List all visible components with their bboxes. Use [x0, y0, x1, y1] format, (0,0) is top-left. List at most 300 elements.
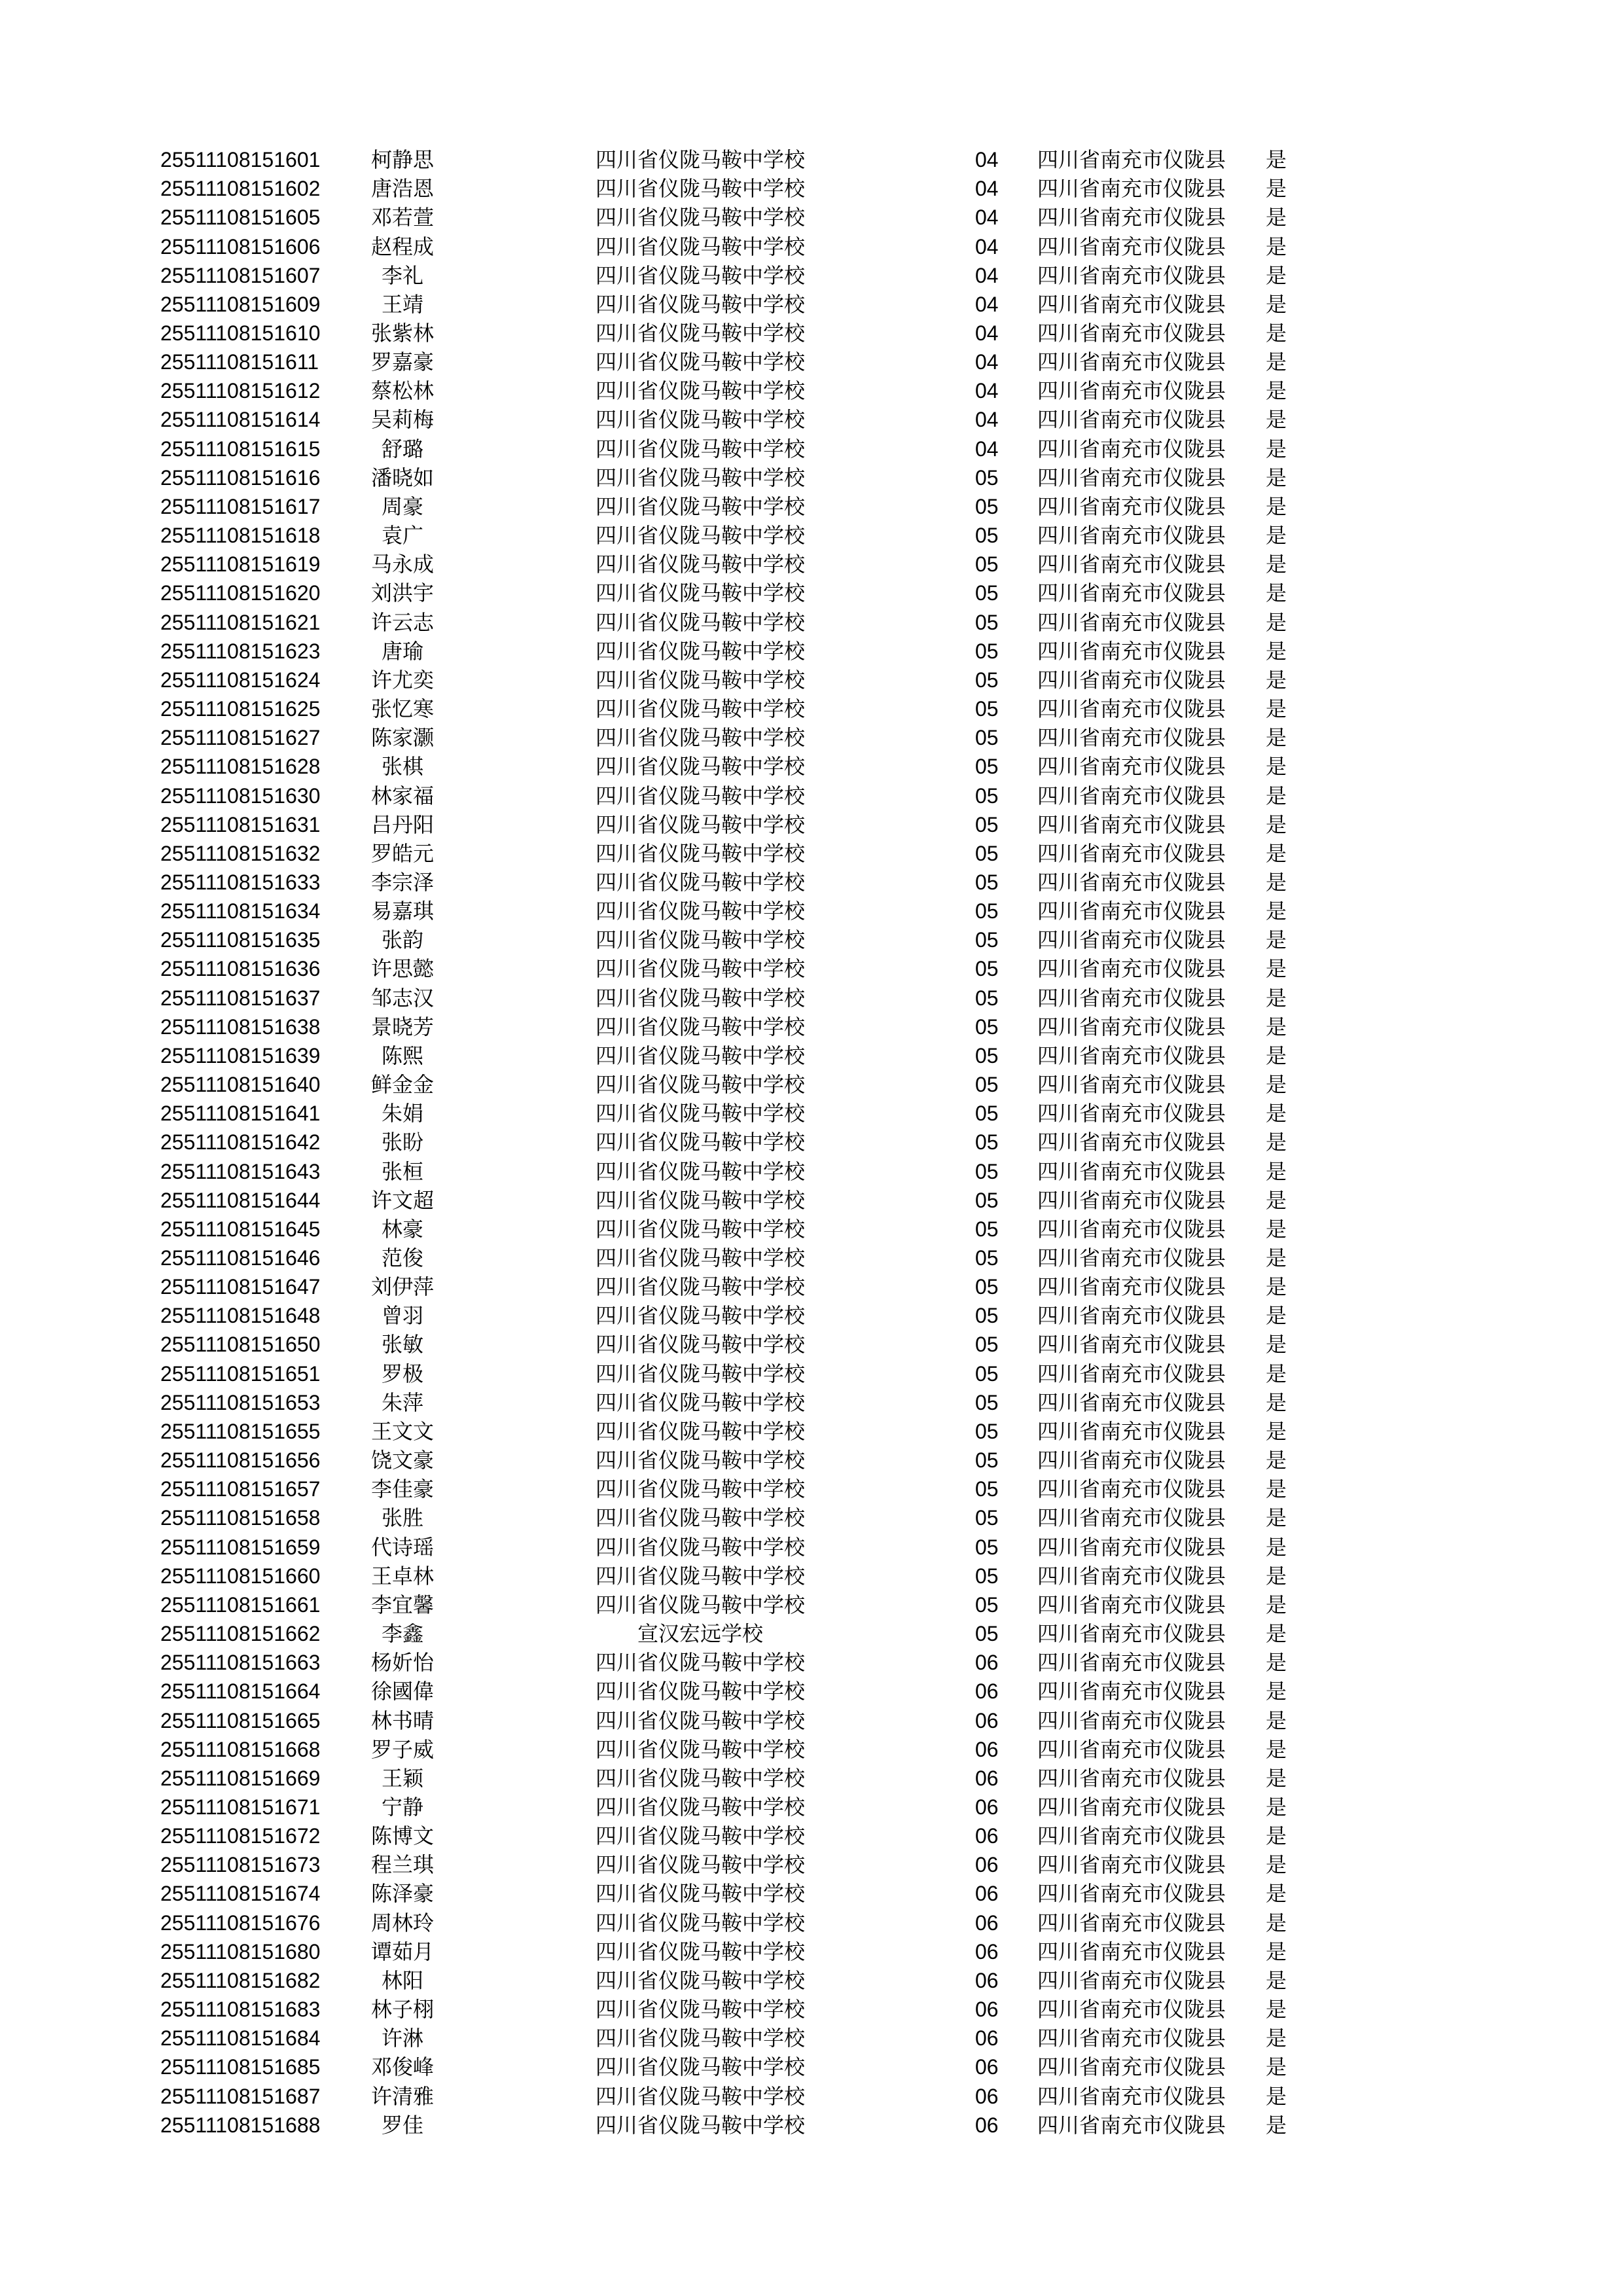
school-cell: 四川省仪陇马鞍中学校	[595, 523, 805, 548]
student-name-cell: 邹志汉	[370, 985, 434, 1011]
class-cell: 05	[975, 552, 999, 577]
flag-cell: 是	[1265, 783, 1287, 808]
school-cell: 四川省仪陇马鞍中学校	[595, 1246, 805, 1271]
table-row	[160, 1619, 1306, 1648]
class-cell: 04	[975, 263, 999, 287]
class-cell: 06	[975, 2055, 999, 2079]
class-cell: 04	[975, 379, 999, 403]
table-row	[160, 1041, 1306, 1070]
region-cell: 四川省南充市仪陇县	[1037, 1332, 1226, 1357]
spacer-cell	[838, 1215, 975, 1244]
school-cell: 四川省仪陇马鞍中学校	[595, 1939, 805, 1964]
flag-cell: 是	[1265, 1794, 1287, 1820]
table-row	[160, 1070, 1306, 1099]
spacer-cell	[448, 810, 563, 839]
region-cell: 四川省南充市仪陇县	[1037, 2054, 1226, 2080]
flag-cell: 是	[1265, 262, 1287, 288]
class-cell: 05	[975, 1246, 999, 1270]
school-cell: 四川省仪陇马鞍中学校	[595, 696, 805, 722]
table-row	[160, 261, 1306, 290]
flag-cell: 是	[1265, 1187, 1287, 1213]
school-cell: 四川省仪陇马鞍中学校	[595, 1765, 805, 1791]
school-cell: 四川省仪陇马鞍中学校	[595, 1736, 805, 1762]
student-name-cell: 刘洪宇	[370, 581, 434, 606]
region-cell: 四川省南充市仪陇县	[1037, 812, 1226, 837]
table-row	[160, 174, 1306, 203]
spacer-cell	[838, 608, 975, 637]
table-row	[160, 1359, 1306, 1388]
flag-cell: 是	[1265, 1101, 1287, 1126]
flag-cell: 是	[1265, 147, 1287, 173]
student-id-cell: 25511108151671	[160, 1795, 321, 1819]
flag-cell: 是	[1265, 1448, 1287, 1473]
flag-cell: 是	[1265, 1621, 1287, 1647]
student-name-cell: 曾羽	[381, 1303, 423, 1329]
region-cell: 四川省南充市仪陇县	[1037, 321, 1226, 346]
school-cell: 四川省仪陇马鞍中学校	[595, 2083, 805, 2109]
spacer-cell	[838, 1850, 975, 1879]
spacer-cell	[838, 2081, 975, 2110]
student-id-cell: 25511108151605	[160, 206, 321, 230]
spacer-cell	[448, 1330, 563, 1359]
spacer-cell	[448, 1215, 563, 1244]
spacer-cell	[448, 925, 563, 954]
table-row	[160, 550, 1306, 579]
school-cell: 四川省仪陇马鞍中学校	[595, 2026, 805, 2051]
school-cell: 四川省仪陇马鞍中学校	[595, 927, 805, 953]
flag-cell: 是	[1265, 1332, 1287, 1357]
school-cell: 四川省仪陇马鞍中学校	[595, 205, 805, 230]
student-name-cell: 李鑫	[381, 1621, 423, 1647]
spacer-cell	[838, 1966, 975, 1995]
spacer-cell	[838, 1677, 975, 1706]
class-cell: 05	[975, 1419, 999, 1443]
table-row	[160, 1244, 1306, 1272]
school-cell: 四川省仪陇马鞍中学校	[595, 350, 805, 375]
spacer-cell	[838, 319, 975, 348]
spacer-cell	[448, 1533, 563, 1562]
class-cell: 05	[975, 1275, 999, 1299]
school-cell: 四川省仪陇马鞍中学校	[595, 1592, 805, 1617]
table-row	[160, 1128, 1306, 1157]
table-row	[160, 435, 1306, 463]
student-name-cell: 张桓	[381, 1158, 423, 1184]
student-id-cell: 25511108151642	[160, 1130, 321, 1155]
school-cell: 四川省仪陇马鞍中学校	[595, 1448, 805, 1473]
table-row	[160, 1186, 1306, 1215]
student-id-cell: 25511108151657	[160, 1477, 321, 1501]
student-id-cell: 25511108151643	[160, 1159, 321, 1183]
region-cell: 四川省南充市仪陇县	[1037, 1852, 1226, 1878]
student-id-cell: 25511108151656	[160, 1448, 321, 1473]
region-cell: 四川省南充市仪陇县	[1037, 262, 1226, 288]
spacer-cell	[838, 405, 975, 434]
class-cell: 04	[975, 437, 999, 461]
student-name-cell: 许文超	[370, 1187, 434, 1213]
spacer-cell	[448, 868, 563, 897]
spacer-cell	[838, 550, 975, 579]
flag-cell: 是	[1265, 899, 1287, 924]
school-cell: 四川省仪陇马鞍中学校	[595, 985, 805, 1011]
spacer-cell	[448, 376, 563, 405]
student-id-cell: 25511108151624	[160, 668, 321, 692]
spacer-cell	[838, 174, 975, 203]
school-cell: 四川省仪陇马鞍中学校	[595, 1477, 805, 1502]
spacer-cell	[448, 1272, 563, 1301]
flag-cell: 是	[1265, 1043, 1287, 1068]
table-row	[160, 1562, 1306, 1590]
region-cell: 四川省南充市仪陇县	[1037, 869, 1226, 895]
flag-cell: 是	[1265, 725, 1287, 751]
region-cell: 四川省南充市仪陇县	[1037, 1246, 1226, 1271]
region-cell: 四川省南充市仪陇县	[1037, 638, 1226, 664]
class-cell: 04	[975, 148, 999, 172]
table-row	[160, 1533, 1306, 1562]
class-cell: 06	[975, 2084, 999, 2108]
student-name-cell: 张棋	[381, 754, 423, 780]
student-id-cell: 25511108151609	[160, 292, 321, 316]
school-cell: 四川省仪陇马鞍中学校	[595, 754, 805, 780]
class-cell: 05	[975, 1217, 999, 1241]
student-id-cell: 25511108151663	[160, 1651, 321, 1675]
school-cell: 四川省仪陇马鞍中学校	[595, 609, 805, 635]
table-row	[160, 319, 1306, 348]
class-cell: 05	[975, 1130, 999, 1155]
spacer-cell	[838, 1937, 975, 1966]
class-cell: 06	[975, 1998, 999, 2022]
flag-cell: 是	[1265, 1361, 1287, 1386]
class-cell: 05	[975, 1014, 999, 1039]
table-row	[160, 1013, 1306, 1041]
class-cell: 06	[975, 1737, 999, 1761]
flag-cell: 是	[1265, 754, 1287, 780]
spacer-cell	[838, 521, 975, 550]
student-id-cell: 25511108151661	[160, 1592, 321, 1617]
spacer-cell	[448, 608, 563, 637]
spacer-cell	[838, 1648, 975, 1677]
table-row	[160, 1388, 1306, 1417]
class-cell: 05	[975, 1102, 999, 1126]
school-cell: 四川省仪陇马鞍中学校	[595, 1823, 805, 1849]
spacer-cell	[448, 1821, 563, 1850]
class-cell: 06	[975, 1968, 999, 1992]
school-cell: 四川省仪陇马鞍中学校	[595, 1997, 805, 2022]
flag-cell: 是	[1265, 667, 1287, 692]
table-row	[160, 203, 1306, 232]
table-row	[160, 1879, 1306, 1908]
region-cell: 四川省南充市仪陇县	[1037, 350, 1226, 375]
student-name-cell: 王文文	[370, 1418, 434, 1444]
school-cell: 四川省仪陇马鞍中学校	[595, 638, 805, 664]
school-cell: 四川省仪陇马鞍中学校	[595, 291, 805, 317]
table-row	[160, 1157, 1306, 1185]
student-id-cell: 25511108151617	[160, 494, 321, 518]
table-row	[160, 1446, 1306, 1475]
flag-cell: 是	[1265, 1246, 1287, 1271]
student-id-cell: 25511108151673	[160, 1853, 321, 1877]
class-cell: 05	[975, 1159, 999, 1183]
table-row	[160, 1677, 1306, 1706]
region-cell: 四川省南充市仪陇县	[1037, 407, 1226, 433]
school-cell: 四川省仪陇马鞍中学校	[595, 1534, 805, 1560]
region-cell: 四川省南充市仪陇县	[1037, 1505, 1226, 1531]
class-cell: 05	[975, 1188, 999, 1212]
flag-cell: 是	[1265, 1534, 1287, 1560]
flag-cell: 是	[1265, 234, 1287, 259]
student-id-cell: 25511108151625	[160, 697, 321, 721]
school-cell: 四川省仪陇马鞍中学校	[595, 1794, 805, 1820]
school-cell: 四川省仪陇马鞍中学校	[595, 262, 805, 288]
region-cell: 四川省南充市仪陇县	[1037, 1794, 1226, 1820]
class-cell: 05	[975, 1477, 999, 1501]
student-name-cell: 李宗泽	[370, 869, 434, 895]
class-cell: 04	[975, 234, 999, 259]
class-cell: 06	[975, 1679, 999, 1704]
spacer-cell	[838, 637, 975, 666]
spacer-cell	[448, 1995, 563, 2024]
flag-cell: 是	[1265, 985, 1287, 1011]
student-id-cell: 25511108151610	[160, 321, 321, 346]
table-row	[160, 1706, 1306, 1734]
spacer-cell	[838, 348, 975, 376]
student-id-cell: 25511108151602	[160, 177, 321, 201]
region-cell: 四川省南充市仪陇县	[1037, 1477, 1226, 1502]
flag-cell: 是	[1265, 1997, 1287, 2022]
spacer-cell	[448, 1475, 563, 1503]
flag-cell: 是	[1265, 1881, 1287, 1907]
class-cell: 05	[975, 1622, 999, 1646]
student-name-cell: 饶文豪	[370, 1448, 434, 1473]
spacer-cell	[838, 492, 975, 521]
student-name-cell: 林书晴	[370, 1708, 434, 1733]
spacer-cell	[448, 1186, 563, 1215]
spacer-cell	[448, 1793, 563, 1821]
flag-cell: 是	[1265, 523, 1287, 548]
school-cell: 四川省仪陇马鞍中学校	[595, 1014, 805, 1039]
spacer-cell	[838, 1706, 975, 1734]
spacer-cell	[448, 1677, 563, 1706]
school-cell: 四川省仪陇马鞍中学校	[595, 1708, 805, 1733]
region-cell: 四川省南充市仪陇县	[1037, 754, 1226, 780]
student-name-cell: 罗子威	[370, 1736, 434, 1762]
spacer-cell	[448, 463, 563, 492]
region-cell: 四川省南充市仪陇县	[1037, 840, 1226, 866]
student-id-cell: 25511108151662	[160, 1622, 321, 1646]
class-cell: 04	[975, 350, 999, 374]
school-cell: 四川省仪陇马鞍中学校	[595, 552, 805, 577]
spacer-cell	[838, 463, 975, 492]
spacer-cell	[448, 1735, 563, 1764]
spacer-cell	[448, 290, 563, 319]
spacer-cell	[838, 1272, 975, 1301]
class-cell: 04	[975, 206, 999, 230]
table-row	[160, 1735, 1306, 1764]
spacer-cell	[448, 1648, 563, 1677]
spacer-cell	[448, 781, 563, 810]
region-cell: 四川省南充市仪陇县	[1037, 1592, 1226, 1617]
table-row	[160, 839, 1306, 868]
spacer-cell	[838, 694, 975, 723]
student-name-cell: 林家福	[370, 783, 434, 808]
flag-cell: 是	[1265, 812, 1287, 837]
table-row	[160, 1850, 1306, 1879]
class-cell: 06	[975, 1824, 999, 1848]
spacer-cell	[838, 203, 975, 232]
table-row	[160, 810, 1306, 839]
spacer-cell	[448, 897, 563, 925]
region-cell: 四川省南充市仪陇县	[1037, 1130, 1226, 1155]
spacer-cell	[838, 1909, 975, 1937]
school-cell: 四川省仪陇马鞍中学校	[595, 1910, 805, 1935]
student-name-cell: 王卓林	[370, 1563, 434, 1588]
table-row	[160, 694, 1306, 723]
spacer-cell	[838, 752, 975, 781]
region-cell: 四川省南充市仪陇县	[1037, 1534, 1226, 1560]
region-cell: 四川省南充市仪陇县	[1037, 2026, 1226, 2051]
school-cell: 四川省仪陇马鞍中学校	[595, 1563, 805, 1588]
table-row	[160, 232, 1306, 260]
student-id-cell: 25511108151684	[160, 2026, 321, 2051]
student-id-cell: 25511108151648	[160, 1304, 321, 1328]
student-name-cell: 范俊	[381, 1246, 423, 1271]
table-row	[160, 1215, 1306, 1244]
spacer-cell	[448, 1619, 563, 1648]
class-cell: 05	[975, 1448, 999, 1473]
student-name-cell: 张紫林	[370, 321, 434, 346]
spacer-cell	[448, 2024, 563, 2053]
spacer-cell	[838, 1590, 975, 1619]
class-cell: 05	[975, 494, 999, 518]
class-cell: 05	[975, 899, 999, 924]
table-row	[160, 1590, 1306, 1619]
spacer-cell	[448, 521, 563, 550]
student-roster-table	[160, 145, 1306, 2140]
spacer-cell	[838, 666, 975, 694]
table-row	[160, 868, 1306, 897]
region-cell: 四川省南充市仪陇县	[1037, 291, 1226, 317]
student-name-cell: 罗极	[381, 1361, 423, 1386]
region-cell: 四川省南充市仪陇县	[1037, 1881, 1226, 1907]
student-id-cell: 25511108151647	[160, 1275, 321, 1299]
spacer-cell	[838, 1793, 975, 1821]
spacer-cell	[838, 897, 975, 925]
student-name-cell: 易嘉琪	[370, 899, 434, 924]
class-cell: 05	[975, 697, 999, 721]
table-row	[160, 752, 1306, 781]
spacer-cell	[838, 1764, 975, 1793]
class-cell: 05	[975, 841, 999, 865]
table-row	[160, 954, 1306, 983]
student-id-cell: 25511108151665	[160, 1708, 321, 1732]
student-name-cell: 程兰琪	[370, 1852, 434, 1878]
table-row	[160, 1995, 1306, 2024]
flag-cell: 是	[1265, 1418, 1287, 1444]
class-cell: 05	[975, 726, 999, 750]
student-id-cell: 25511108151644	[160, 1188, 321, 1212]
region-cell: 四川省南充市仪陇县	[1037, 1650, 1226, 1676]
student-name-cell: 邓俊峰	[370, 2054, 434, 2080]
region-cell: 四川省南充市仪陇县	[1037, 1303, 1226, 1329]
student-id-cell: 25511108151659	[160, 1535, 321, 1559]
student-name-cell: 舒璐	[381, 436, 423, 461]
spacer-cell	[838, 1330, 975, 1359]
student-name-cell: 唐浩恩	[370, 176, 434, 202]
spacer-cell	[838, 839, 975, 868]
student-id-cell: 25511108151672	[160, 1824, 321, 1848]
student-id-cell: 25511108151682	[160, 1968, 321, 1992]
spacer-cell	[448, 666, 563, 694]
class-cell: 06	[975, 1910, 999, 1935]
region-cell: 四川省南充市仪陇县	[1037, 1679, 1226, 1704]
class-cell: 05	[975, 1592, 999, 1617]
flag-cell: 是	[1265, 1852, 1287, 1878]
region-cell: 四川省南充市仪陇县	[1037, 609, 1226, 635]
table-row	[160, 521, 1306, 550]
region-cell: 四川省南充市仪陇县	[1037, 1563, 1226, 1588]
spacer-cell	[838, 1503, 975, 1532]
student-id-cell: 25511108151615	[160, 437, 321, 461]
region-cell: 四川省南充市仪陇县	[1037, 1765, 1226, 1791]
class-cell: 06	[975, 1795, 999, 1819]
spacer-cell	[448, 1503, 563, 1532]
student-name-cell: 张胜	[381, 1505, 423, 1531]
spacer-cell	[448, 1128, 563, 1157]
student-id-cell: 25511108151640	[160, 1073, 321, 1097]
spacer-cell	[448, 579, 563, 607]
spacer-cell	[838, 1388, 975, 1417]
table-row	[160, 1821, 1306, 1850]
student-name-cell: 张韵	[381, 927, 423, 953]
flag-cell: 是	[1265, 1072, 1287, 1098]
region-cell: 四川省南充市仪陇县	[1037, 1043, 1226, 1068]
flag-cell: 是	[1265, 1592, 1287, 1617]
spacer-cell	[838, 1879, 975, 1908]
spacer-cell	[838, 984, 975, 1013]
class-cell: 05	[975, 1535, 999, 1559]
student-name-cell: 陈家灏	[370, 725, 434, 751]
spacer-cell	[448, 550, 563, 579]
student-id-cell: 25511108151631	[160, 812, 321, 836]
school-cell: 四川省仪陇马鞍中学校	[595, 1852, 805, 1878]
table-row	[160, 1648, 1306, 1677]
region-cell: 四川省南充市仪陇县	[1037, 2083, 1226, 2109]
class-cell: 05	[975, 1333, 999, 1357]
school-cell: 四川省仪陇马鞍中学校	[595, 1274, 805, 1300]
spacer-cell	[448, 984, 563, 1013]
table-row	[160, 2053, 1306, 2081]
flag-cell: 是	[1265, 869, 1287, 895]
spacer-cell	[838, 954, 975, 983]
student-name-cell: 张忆寒	[370, 696, 434, 722]
school-cell: 四川省仪陇马鞍中学校	[595, 1418, 805, 1444]
region-cell: 四川省南充市仪陇县	[1037, 1418, 1226, 1444]
table-row	[160, 492, 1306, 521]
class-cell: 04	[975, 321, 999, 346]
student-name-cell: 林阳	[381, 1967, 423, 1993]
region-cell: 四川省南充市仪陇县	[1037, 1101, 1226, 1126]
spacer-cell	[448, 1966, 563, 1995]
class-cell: 05	[975, 524, 999, 548]
student-id-cell: 25511108151633	[160, 870, 321, 894]
spacer-cell	[448, 1706, 563, 1734]
region-cell: 四川省南充市仪陇县	[1037, 1736, 1226, 1762]
student-name-cell: 李佳豪	[370, 1477, 434, 1502]
student-id-cell: 25511108151650	[160, 1333, 321, 1357]
spacer-cell	[838, 435, 975, 463]
student-id-cell: 25511108151664	[160, 1679, 321, 1704]
student-id-cell: 25511108151620	[160, 581, 321, 605]
student-id-cell: 25511108151612	[160, 379, 321, 403]
